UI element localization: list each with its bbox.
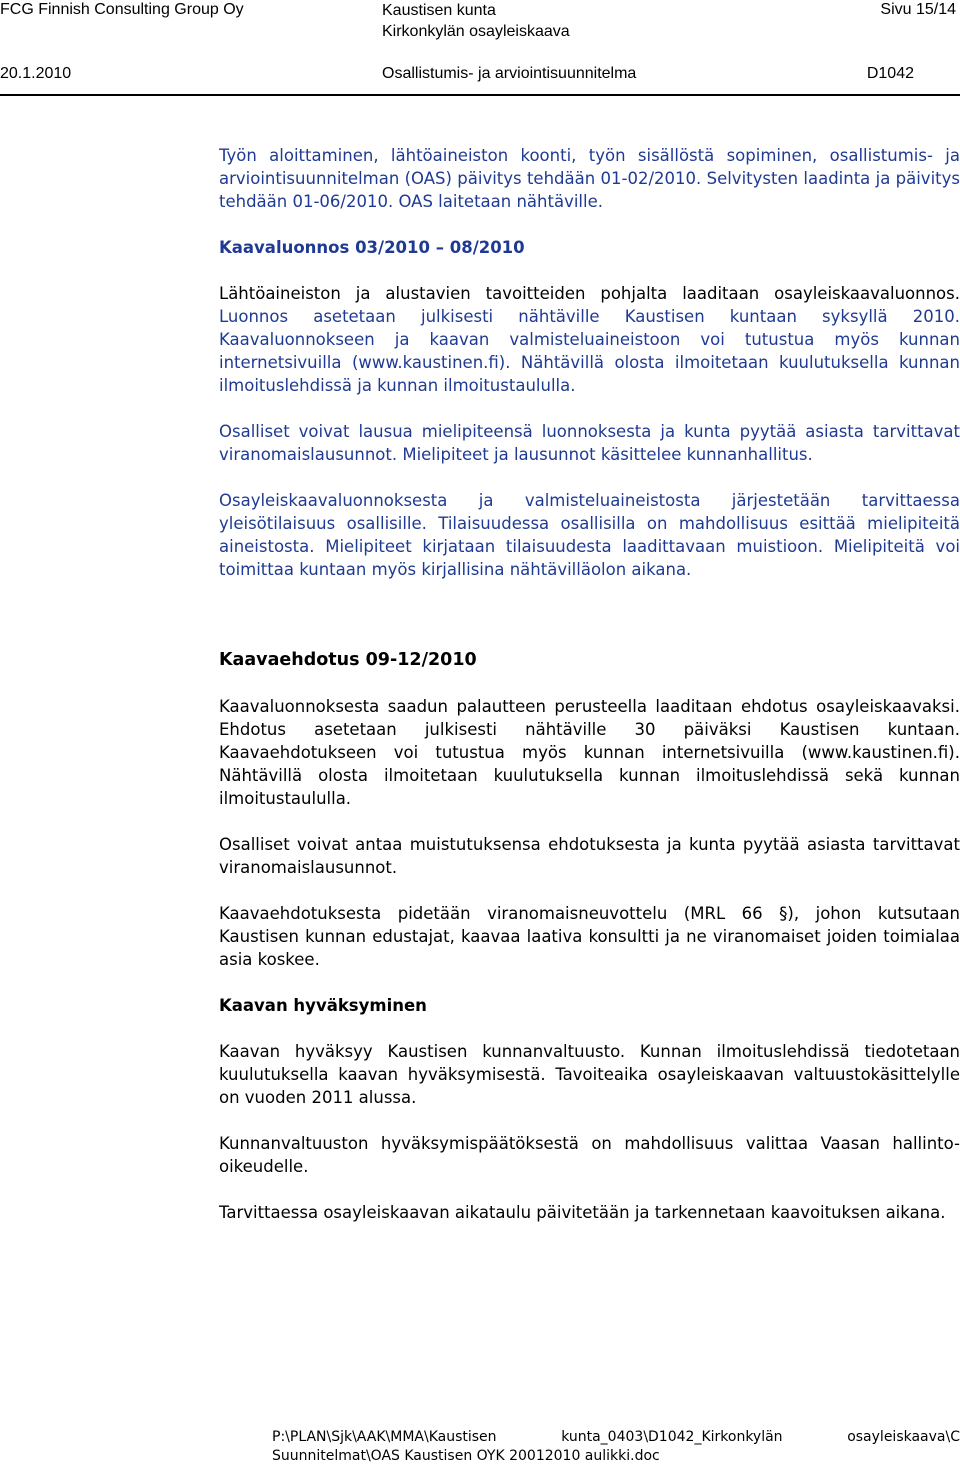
document-title: Osallistumis- ja arviointisuunnitelma: [382, 65, 637, 82]
heading-kaavaluonnos: Kaavaluonnos 03/2010 – 08/2010: [219, 238, 525, 257]
paragraph-aikataulu: Tarvittaessa osayleiskaavan aikataulu päivitetään ja tarkennetaan kaavoituksen aikana.: [219, 1203, 946, 1222]
paragraph-yleisotilaisuus: Osayleiskaavaluonnoksesta ja valmisteluaineistosta järjestetään tarvittaessa yleisötilaisuus osallisille. Tilaisuudessa osallisilla on mahdollisuus esittää mielipiteitä aineistosta. Mielipiteet kirjataan tilaisuudesta laadittavaan muistioon. Mielipiteitä voi toimittaa kuntaan myös kirjallisina nähtävilläolon aikana.: [219, 491, 960, 579]
header-second-row: [0, 60, 960, 96]
file-path-line-2: Suunnitelmat\OAS Kaustisen OYK 20012010 aulikki.doc: [272, 1448, 660, 1464]
page-header: [0, 0, 960, 100]
project-line-1: Kaustisen kunta: [382, 2, 496, 19]
paragraph-osalliset-luonnos: Osalliset voivat lausua mielipiteensä luonnoksesta ja kunta pyytää asiasta tarvittavat viranomaislausunnot. Mielipiteet ja lausunnot käsittelee kunnanhallitus.: [219, 422, 960, 464]
paragraph-valitus: Kunnanvaltuuston hyväksymispäätöksestä on mahdollisuus valittaa Vaasan hallinto-oikeudelle.: [219, 1134, 960, 1176]
paragraph-intro: Työn aloittaminen, lähtöaineiston koonti, työn sisällöstä sopiminen, osallistumis- ja arviointisuunnitelman (OAS) päivitys tehdään 01-02/2010. Selvitysten laadinta ja päivitys tehdään 01-06/2010. OAS laitetaan nähtäville.: [219, 146, 960, 211]
project-line-2: Kirkonkylän osayleiskaava: [382, 23, 570, 40]
project-name: [382, 0, 570, 42]
paragraph-viranomaisneuvottelu: Kaavaehdotuksesta pidetään viranomaisneuvottelu (MRL 66 §), johon kutsutaan Kaustisen kunnan edustajat, kaavaa laativa konsultti ja ne viranomaiset joiden toimialaa asia koskee.: [219, 904, 960, 969]
page-footer: [272, 1428, 960, 1466]
document-code: D1042: [866, 65, 914, 82]
document-date: 20.1.2010: [0, 65, 72, 82]
paragraph-luonnos-part-a: Lähtöaineiston ja alustavien tavoitteiden pohjalta laaditaan osayleiskaavaluonnos.: [219, 284, 960, 303]
paragraph-luonnos-part-b: Luonnos asetetaan julkisesti nähtäville Kaustisen kuntaan syksyllä 2010. Kaavaluonnokseen ja kaavan valmisteluaineistoon voi tutustua myös kunnan internetsivuilla (www.kaustinen.fi). Nähtävillä olosta ilmoitetaan kuulutuksella kunnan ilmoituslehdissä ja kunnan ilmoitustaululla.: [219, 307, 960, 395]
paragraph-ehdotus: Kaavaluonnoksesta saadun palautteen perusteella laaditaan ehdotus osayleiskaavaksi. Ehdotus asetetaan julkisesti nähtäville 30 päiväksi Kaustisen kuntaan. Kaavaehdotukseen voi tutustua myös kunnan internetsivuilla (www.kaustinen.fi). Nähtävillä olosta ilmoitetaan kuulutuksella kunnan ilmoituslehdissä sekä kunnan ilmoitustaululla.: [219, 697, 960, 808]
company-name: FCG Finnish Consulting Group Oy: [0, 1, 244, 18]
paragraph-osalliset-ehdotus: Osalliset voivat antaa muistutuksensa ehdotuksesta ja kunta pyytää asiasta tarvittavat viranomaislausunnot.: [219, 835, 960, 877]
page-number: Sivu 15/14: [880, 1, 956, 18]
heading-hyvaksyminen: Kaavan hyväksyminen: [219, 996, 427, 1015]
file-path-line-1: P:\PLAN\Sjk\AAK\MMA\Kaustisen kunta_0403\D1042_Kirkonkylän osayleiskaava\C: [272, 1429, 960, 1445]
document-body: [219, 144, 960, 1247]
section-spacer: [219, 604, 960, 649]
paragraph-hyvaksyy: Kaavan hyväksyy Kaustisen kunnanvaltuusto. Kunnan ilmoituslehdissä tiedotetaan kuulutuksella kaavan hyväksymisestä. Tavoiteaika osayleiskaavan valtuustokäsittelylle on vuoden 2011 alussa.: [219, 1042, 960, 1107]
heading-kaavaehdotus: Kaavaehdotus 09-12/2010: [219, 650, 477, 670]
paragraph-luonnos: [219, 282, 960, 397]
